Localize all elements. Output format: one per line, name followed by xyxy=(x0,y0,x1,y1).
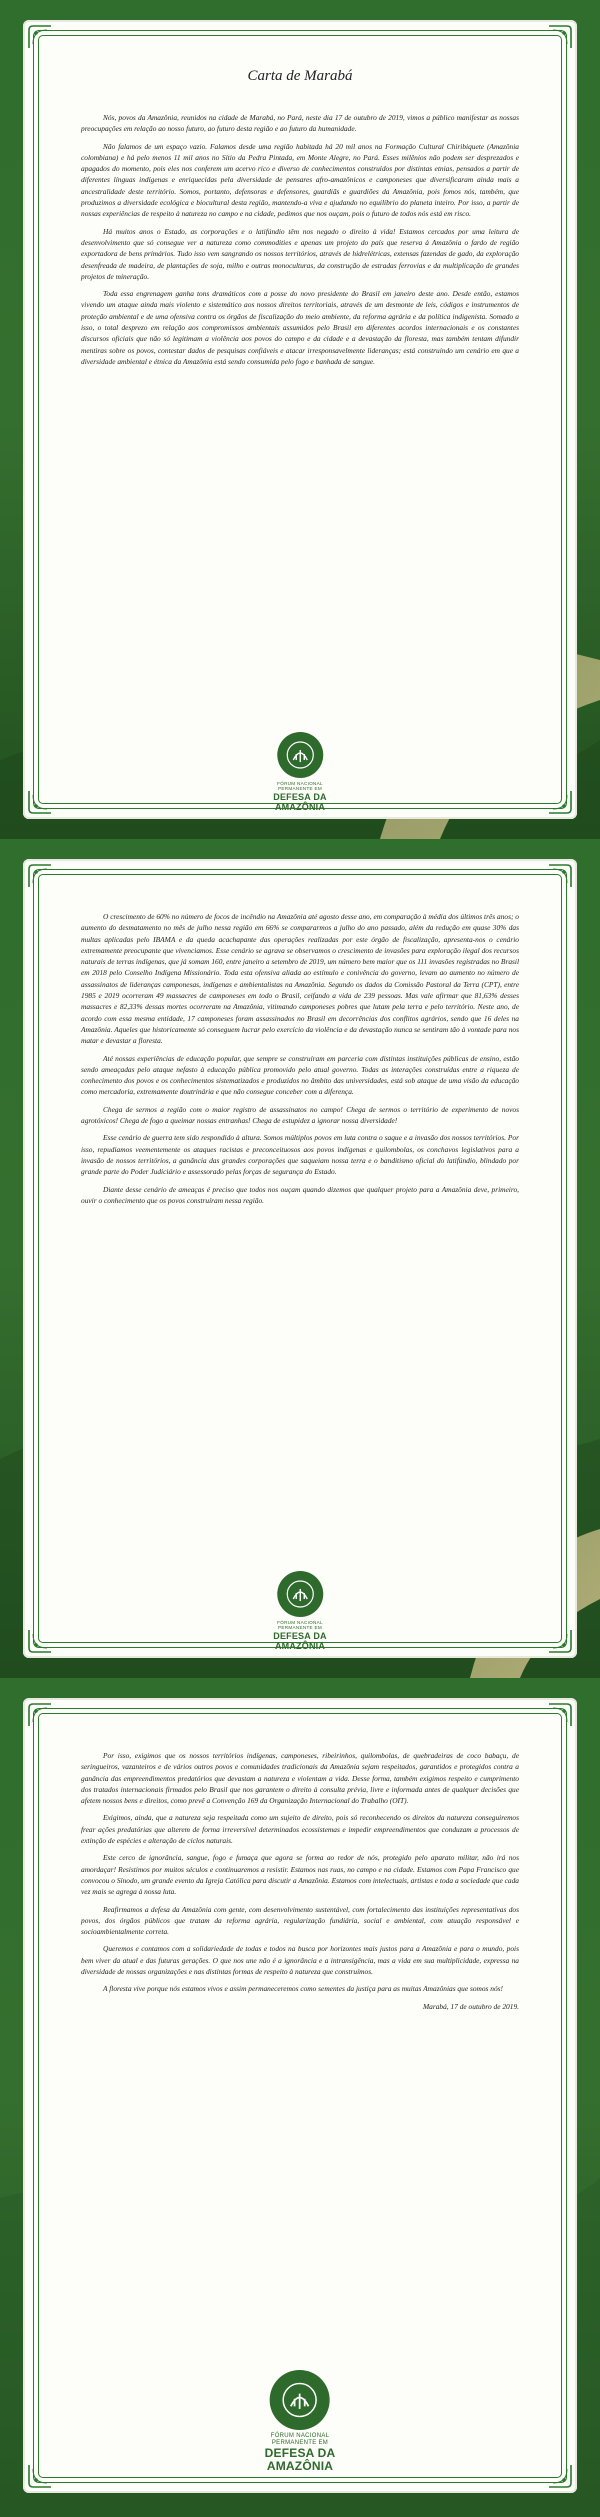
logo-line: PERMANENTE EM xyxy=(278,786,322,792)
logo-line: AMAZÔNIA xyxy=(274,1640,326,1651)
letter-body xyxy=(81,1750,519,2018)
corner-ornament-icon xyxy=(27,1628,53,1654)
paragraph: Chega de sermos a região com o maior registro de assassinatos no campo! Chega de sermos o território de experimento de novos agrotóxicos! Chega de fogo a queimar nossas entranhas! Chega de estupidez a ignorar nossa diversidade! xyxy=(81,1104,519,1126)
corner-ornament-icon xyxy=(27,2463,53,2489)
corner-ornament-icon xyxy=(27,863,53,889)
forum-emblem-icon xyxy=(270,2370,330,2430)
letter-body xyxy=(81,911,519,1212)
logo-line: PERMANENTE EM xyxy=(271,2440,329,2446)
logo-line: AMAZÔNIA xyxy=(266,2459,334,2473)
paragraph: Há muitos anos o Estado, as corporações e o latifúndio têm nos negado o direito à vida! Estamos cercados por uma leitura de desenvolvimento que só consegue ver a natureza como commodities e apenas um projeto do país que reserva à Amazônia o fardo de região exportadora de bens primários. Tudo isso vem sangrando os nossos territórios, através de hidrelétricas, extensas fazendas de gado, da exploração desenfreada de madeira, de plantações de soja, milho e outras monoculturas, da construção de estradas ferrovias e da multiplicação de grandes projetos de mineração. xyxy=(81,226,519,281)
paragraph: Nós, povos da Amazônia, reunidos na cidade de Marabá, no Pará, neste dia 17 de outubro de 2019, vimos a público manifestar as nossas preocupações em relação ao nosso futuro, ao futuro desta região e ao futuro da humanidade. xyxy=(81,113,519,134)
letter-body xyxy=(81,112,519,373)
logo-line: DEFESA DA xyxy=(273,1630,327,1641)
forum-logo xyxy=(273,732,326,812)
corner-ornament-icon xyxy=(547,1628,573,1654)
paragraph: Reafirmamos a defesa da Amazônia com gente, com desenvolvimento sustentável, com fortalecimento das instituições representativas dos povos, dos órgãos públicos que tratam da reforma agrária, regularização fundiária, social e ambiental, com atuação responsável e socioambientalmente correta. xyxy=(81,1904,519,1937)
paragraph: Exigimos, ainda, que a natureza seja respeitada como um sujeito de direito, pois só reconhecendo os direitos da natureza conseguiremos frear ações predatórias que alterem de forma irreversível determinados ecossistemas e impedir empreendimentos que conduzam a processos de extinção de espécies e alteração de ciclos naturais. xyxy=(81,1813,519,1846)
corner-ornament-icon xyxy=(27,24,53,50)
corner-ornament-icon xyxy=(27,789,53,815)
logo-line: FÓRUM NACIONAL xyxy=(270,2433,330,2439)
logo-line: FÓRUM NACIONAL xyxy=(277,781,323,786)
corner-ornament-icon xyxy=(547,24,573,50)
paragraph: Toda essa engrenagem ganha tons dramáticos com a posse do novo presidente do Brasil em janeiro deste ano. Desde então, estamos vivendo um ataque ainda mais violento e sistemático aos nossos direitos territoriais, através de um desmonte de leis, códigos e instrumentos de proteção ambiental e de uma ofensiva contra os órgãos de fiscalização do meio ambiente, da reforma agrária e da política indigenista. Somado a isso, o total desprezo em relação aos compromissos ambientais assumidos pelo Brasil em diferentes acordos internacionais e os constantes discursos oficiais que não só legitimam a violência aos povos do campo e da cidade e a devastação da floresta, mas também tentam difundir mentiras sobre os povos, contestar dados de pesquisas confiáveis e atacar irresponsavelmente lideranças; está construindo um cenário em que a diversidade ambiental e étnica da Amazônia está sendo consumida pelo fogo e banhada de sangue. xyxy=(81,289,519,366)
letter-page-2 xyxy=(0,839,600,1678)
forum-logo xyxy=(273,1571,326,1651)
letter-card xyxy=(23,859,577,1658)
corner-ornament-icon xyxy=(547,789,573,815)
corner-ornament-icon xyxy=(547,2463,573,2489)
paragraph: Esse cenário de guerra tem sido respondido à altura. Somos múltiplos povos em luta contra o saque e a invasão dos nossos territórios. Por isso, repudiamos veementemente os ataques racistas e preconceituosos aos povos indígenas e quilombolas, os conchavos legislativos para a invasão de nossos territórios, a ganância das grandes corporações que saqueiam nossa terra e o banditismo oficial do latifúndio, blindado por grande parte do Poder Judiciário e assessorado pelas forças de segurança do Estado. xyxy=(81,1133,519,1177)
paragraph: A floresta vive porque nós estamos vivos e assim permaneceremos como sementes da justiça para as muitas Amazônias que somos nós! xyxy=(103,1984,504,1994)
page-title: Carta de Marabá xyxy=(247,68,353,84)
logo-line: AMAZÔNIA xyxy=(274,801,326,812)
letter-page-1 xyxy=(0,0,600,839)
paragraph: O crescimento de 60% no número de focos de incêndio na Amazônia até agosto desse ano, em comparação à média dos últimos três anos; o aumento do desmatamento no mês de julho nessa região em 66% se compararmos a julho do ano passado, além da redução em quase 30% das multas aplicadas pelo IBAMA e da queda acachapante das operações realizadas por este órgão de fiscalização, apresenta-nos o cenário extremamente preocupante que vivenciamos. Esse cenário se agrava se observamos o crescimento de invasões para exploração ilegal dos recursos naturais de terras indígenas, que já somam 160, entre janeiro a setembro de 2019, um número bem maior que os 111 invasões registradas no Brasil em 2018 pelo Conselho Indígena Missionário. Toda esta ofensiva aliada ao estímulo e conivência do governo, levam ao aumento no número de assassinatos de lideranças camponesas, indígenas e ambientalistas na Amazônia. Segundo os dados da Comissão Pastoral da Terra (CPT), entre 1985 e 2019 ocorreram 49 massacres de camponeses em todo o Brasil, ceifando a vida de 239 pessoas. Mas vale afirmar que 81,63% desses massacres e 82,33% dessas mortes ocorreram na Amazônia, vitimando camponeses pobres que lutam pela terra e pelo território. Neste ano, de acordo com essa mesma entidade, 17 camponeses foram assassinados no Brasil em decorrências dos conflitos agrários, sendo que 16 deles na Amazônia. Aqueles que historicamente só conseguem lucrar pelo exercício da violência e da devastação nunca se sentiram tão à vontade para nos matar e devastar a floresta. xyxy=(81,912,519,1046)
paragraph: Este cerco de ignorância, sangue, fogo e fumaça que agora se forma ao redor de nós, protegido pelo aparato militar, não irá nos amordaçar! Resistimos por muitos séculos e continuaremos a resistir. Estamos nas ruas, no campo e na cidade. Estamos com Papa Francisco que convocou o Sínodo, um grande evento da Igreja Católica para discutir a Amazônia. Estamos com intelectuais, artistas e toda a sociedade que cada vez mais se agrega à nossa luta. xyxy=(81,1853,519,1897)
logo-line: FÓRUM NACIONAL xyxy=(277,1620,323,1625)
forum-logo xyxy=(265,2370,336,2473)
paragraph: Até nossas experiências de educação popular, que sempre se construíram em parceria com distintas instituições públicas de ensino, estão sendo ameaçadas pelo ataque nefasto à educação pública promovido pelo atual governo. Todas as interações construídas entre a riqueza de conhecimento dos povos e os conhecimentos sistematizados e produzidos no âmbito das universidades, está sob ataque de uma visão da educação como mercadoria, extremamente doutrinária e que não consegue conceber com a diferença. xyxy=(81,1053,519,1097)
signature-date: Marabá, 17 de outubro de 2019. xyxy=(422,2001,519,2011)
logo-line: PERMANENTE EM xyxy=(278,1625,322,1631)
forum-emblem-icon xyxy=(277,1571,323,1617)
logo-line: DEFESA DA xyxy=(264,2446,336,2460)
corner-ornament-icon xyxy=(547,863,573,889)
paragraph: Queremos e contamos com a solidariedade de todas e todos na busca por horizontes mais justos para a Amazônia e para o mundo, pois bem viver da atual e das futuras gerações. O que nos une não é a ignorância e a intransigência, mas a vida em sua multiplicidade, expressa na diversidade de nossas organizações e nas distintas formas de respeito à natureza que construímos. xyxy=(81,1944,519,1977)
letter-card xyxy=(23,1698,577,2493)
letter-card xyxy=(23,20,577,819)
letter-page-3 xyxy=(0,1678,600,2517)
corner-ornament-icon xyxy=(547,1702,573,1728)
logo-line: DEFESA DA xyxy=(273,791,327,802)
corner-ornament-icon xyxy=(27,1702,53,1728)
paragraph: Não falamos de um espaço vazio. Falamos desde uma região habitada há 20 mil anos na Formação Cultural Chiribiquete (Amazônia colombiana) e há pelo menos 11 mil anos no Sítio da Pedra Pintada, em Monte Alegre, no Pará. Esses milênios não podem ser desprezados e apagados do momento, pois eles nos conferem um acervo rico e diverso de conhecimentos construídos por distintas etnias, pensados a partir de diferentes línguas indígenas e enriquecidas pela diversidade de pensares afro-amazônicos e camponeses que diversificaram ainda mais a ancestralidade deste território. Somos, portanto, defensoras e defensores, guardiãs e guardiões da Amazônia, pois fomos nós, também, que produzimos a diversidade ecológica e biocultural desta região, mantendo-a viva e ajudando no equilíbrio do planeta inteiro. Por isso, a partir de nossas experiências de respeito à natureza no campo e na cidade, pedimos que nos ouçam, pois o futuro de todos nós está em risco. xyxy=(81,141,519,219)
paragraph: Por isso, exigimos que os nossos territórios indígenas, camponeses, ribeirinhos, quilombolas, de quebradeiras de coco babaçu, de seringueiros, vazanteiros e de vários outros povos e comunidades tradicionais da Amazônia sejam respeitados, garantidos e protegidos contra a ganância das empreendimentos predatórios que devastam a natureza e violentam a vida. Desse forma, também exigimos respeito e cumprimento dos tratados internacionais firmados pelo Brasil que nos garantem o direito à consulta prévia, livre e informada antes de qualquer decisões que afetem nossos bens e direitos, como prevê a Convenção 169 da Organização Internacional do Trabalho (OIT). xyxy=(81,1751,519,1806)
forum-emblem-icon xyxy=(277,732,323,778)
paragraph: Diante desse cenário de ameaças é preciso que todos nos ouçam quando dizemos que qualquer projeto para a Amazônia deve, primeiro, ouvir o conhecimento que os povos construíram nessa região. xyxy=(81,1184,519,1205)
